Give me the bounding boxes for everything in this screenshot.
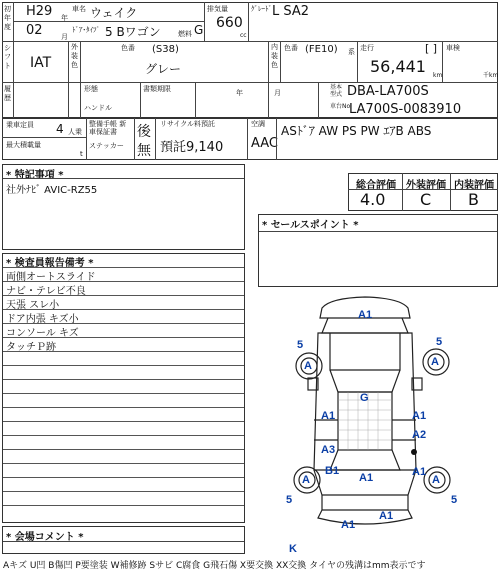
mileage-label: 走行 [360, 44, 374, 52]
damage-code-left-door2: A3 [321, 444, 336, 456]
venue-comment-title: * 会場コメント * [6, 532, 84, 543]
damage-code-bottom: K [289, 543, 297, 555]
exterior-color-label: 外装色 [71, 43, 78, 69]
check-box: [ ] [425, 42, 438, 55]
recycle-value: 預託9,140 [160, 140, 224, 155]
damage-code-left-front-wheel: A [304, 360, 312, 372]
exterior-score-value: C [420, 190, 432, 209]
year-unit: 年 [61, 14, 68, 22]
warranty-value: 後 [137, 124, 151, 140]
color-code-label: 色番 [121, 44, 135, 52]
damage-code-left-rear: B1 [325, 465, 340, 477]
recycle-label: リサイクル料預託 [160, 120, 216, 128]
shift-value: IAT [30, 55, 52, 71]
interior-score-value: B [468, 190, 479, 209]
doc-year-label: 年 [236, 89, 243, 97]
interior-code-label: 色番 [284, 44, 298, 52]
first-reg-label: 初年度 [4, 5, 11, 31]
grade-value: L SA2 [272, 4, 310, 19]
grade-label: ｸﾞﾚｰﾄﾞ [251, 5, 272, 13]
system-label: 系 [348, 48, 355, 56]
ac-value: AAC [251, 136, 278, 151]
history-label: 履歴 [4, 85, 11, 102]
sales-point-title: * セールスポイント * [262, 220, 359, 231]
damage-code-front: A1 [358, 309, 373, 321]
damage-legend: Aキズ U凹 B傷凹 P要塗装 W補修跡 Sサビ C腐食 G飛石傷 X要交換 XX交換 タイヤの残溝はmm表示です [3, 561, 426, 571]
exterior-score-label: 外装評価 [406, 180, 446, 191]
damage-code-right-door2: A2 [412, 429, 427, 441]
rear-window-shape [330, 450, 400, 470]
inspector-note-item: タッチＰ跡 [6, 342, 56, 353]
inspector-note-item: ドア内張 キズ小 [6, 314, 79, 325]
damage-code-right-rear-wheel: A [432, 474, 440, 486]
damage-code-center-rear: A1 [359, 472, 374, 484]
damage-code-right-rear: A1 [412, 466, 427, 478]
month-unit: 月 [61, 33, 68, 41]
door-type-value: 5 Bワゴン [105, 25, 161, 39]
damage-code-rear-bumper-left: A1 [341, 519, 356, 531]
mileage-value: 56,441 [370, 57, 426, 76]
damage-code-roof: G [360, 392, 369, 404]
damage-code-right-door1: A1 [412, 410, 427, 422]
inspector-note-item: コンソール キズ [6, 328, 79, 339]
damage-code-left-door1: A1 [321, 410, 336, 422]
damage-code-left-rear-wheel-num: 5 [286, 494, 293, 506]
special-note-item: 社外ﾅﾋﾞ AVIC-RZ55 [6, 185, 98, 196]
km-label: km [433, 72, 443, 79]
interior-color-label: 内装色 [271, 43, 278, 69]
damage-code-rear-bumper-right: A1 [379, 510, 394, 522]
color-name-value: グレー [145, 62, 182, 76]
door-type-label: ﾄﾞｱ･ﾀｲﾌﾟ [72, 26, 100, 34]
chassis-label: 車台No. [330, 103, 352, 110]
interior-code-value: (FE10) [305, 44, 338, 55]
rear-bumper-lower [318, 510, 412, 524]
interior-score-label: 内装評価 [454, 180, 494, 191]
thousand-km-label: 千km [483, 72, 499, 79]
basic-model-label: 基本 [330, 84, 343, 91]
ac-label: 空調 [251, 120, 265, 128]
shift-label: シフト [4, 44, 11, 70]
damage-code-left-rear-wheel: A [302, 474, 310, 486]
total-score-label: 総合評価 [356, 180, 396, 191]
fuel-label: 燃料 [178, 30, 192, 38]
capacity-value: 4 [56, 122, 64, 136]
doc-month-label: 月 [274, 89, 281, 97]
cc-unit: cc [240, 32, 247, 39]
inspector-note-item: 天張 スレ小 [6, 300, 60, 311]
damage-code-right-front-wheel-num: 5 [436, 336, 443, 348]
shape-label: 形態 [84, 85, 98, 93]
inspection-label: 車検 [446, 44, 460, 52]
damage-code-right-rear-wheel-num: 5 [451, 494, 458, 506]
sticker-label: ステッカー [89, 142, 124, 150]
capacity-label: 乗車定員 [6, 121, 34, 129]
handle-label: ハンドル [84, 104, 112, 112]
model-value: DBA-LA700S [347, 84, 429, 99]
capacity-unit: 人乗 [68, 128, 82, 136]
displacement-value: 660 [216, 15, 243, 31]
special-notes-title: * 特記事項 * [6, 170, 64, 181]
damage-dot-marker [411, 449, 417, 455]
inspector-note-item: ナビ・テレビ不良 [6, 286, 86, 297]
year-value: H29 [26, 4, 53, 19]
car-name-label: 車名 [72, 5, 86, 13]
hood-shape [330, 333, 400, 370]
equipment-value: ASﾄﾞｱ AW PS PW ｴｱB ABS [281, 124, 432, 138]
car-name-value: ウェイク [90, 6, 138, 20]
month-value: 02 [26, 23, 43, 38]
max-load-label: 最大積載量 [6, 141, 41, 149]
chassis-value: LA700S-0083910 [349, 102, 462, 117]
model-label: 型式 [330, 91, 343, 98]
displacement-label: 排気量 [207, 5, 228, 13]
max-load-unit: t [80, 150, 83, 158]
fuel-value: G [194, 23, 204, 37]
inspector-notes-title: * 検査員報告備考 * [6, 258, 94, 269]
windshield-shape [330, 370, 400, 392]
total-score-value: 4.0 [360, 190, 386, 209]
warranty-label: 整備手帳 新車保証書 [89, 120, 127, 136]
doc-expiry-label: 書類期限 [143, 85, 171, 93]
damage-code-right-front-wheel: A [431, 356, 439, 368]
inspector-note-item: 両側オートスライド [6, 272, 96, 283]
color-code-value: (S38) [152, 44, 179, 55]
sticker-value: 無 [137, 143, 151, 159]
damage-code-left-front-wheel-num: 5 [297, 339, 304, 351]
